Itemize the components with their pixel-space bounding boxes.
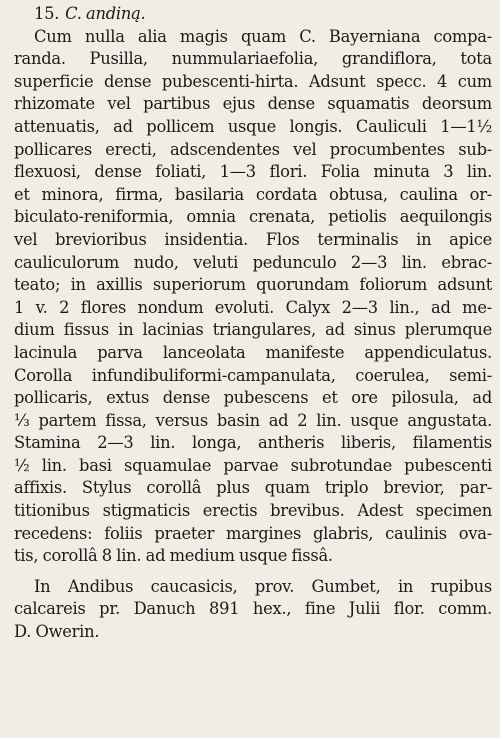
species-name: C. andiną.: [65, 4, 146, 23]
text-line: affixis. Stylus corollâ plus quam triplo brevior, par-: [14, 478, 492, 498]
text-line: Corolla infundibuliformi-campanulata, coerulea, semi-: [14, 365, 492, 385]
text-line: attenuatis, ad pollicem usque longis. Cauliculi 1—1½: [14, 116, 492, 136]
text-line: flexuosi, dense foliati, 1—3 flori. Folia minuta 3 lin.: [14, 162, 492, 182]
text-line: titionibus stigmaticis erectis brevibus. Adest specimen: [14, 501, 492, 521]
text-line: randa. Pusilla, nummulariaefolia, grandiflora, tota: [14, 49, 492, 69]
text-line: teato; in axillis superiorum quorundam foliorum adsunt: [14, 275, 492, 295]
text-line: Cum nulla alia magis quam C. Bayerniana compa-: [34, 26, 492, 46]
text-line: In Andibus caucasicis, prov. Gumbet, in rupibus: [34, 576, 492, 596]
text-line: 1 v. 2 flores nondum evoluti. Calyx 2—3 lin., ad me-: [14, 297, 492, 317]
text-line: dium fissus in lacinias triangulares, ad sinus plerumque: [14, 320, 492, 340]
description-paragraph: [14, 26, 492, 568]
text-line: lacinula parva lanceolata manifeste appendiculatus.: [14, 342, 492, 362]
text-line: superficie dense pubescenti-hirta. Adsunt specc. 4 cum: [14, 71, 492, 91]
text-line: pollicaris, extus dense pubescens et ore pilosula, ad: [14, 388, 492, 408]
text-line: et minora, firma, basilaria cordata obtusa, caulina or-: [14, 184, 492, 204]
paragraph-gap: [14, 568, 492, 576]
text-line: rhizomate vel partibus ejus dense squamatis deorsum: [14, 94, 492, 114]
species-heading: [14, 3, 492, 26]
text-line: Stamina 2—3 lin. longa, antheris liberis, filamentis: [14, 433, 492, 453]
locality-paragraph: [14, 576, 492, 644]
text-line: biculato-reniformia, omnia crenata, petiolis aequilongis: [14, 207, 492, 227]
text-line: D. Owerin.: [14, 622, 100, 642]
text-line: ½ lin. basi squamulae parvae subrotundae pubescenti: [14, 455, 492, 475]
species-number: 15.: [34, 4, 60, 23]
text-line: pollicares erecti, adscendentes vel procumbentes sub-: [14, 139, 492, 159]
text-line: cauliculorum nudo, veluti pedunculo 2—3 lin. ebrac-: [14, 252, 492, 272]
text-line: tis, corollâ 8 lin. ad medium usque fissâ.: [14, 546, 333, 566]
text-line: recedens: foliis praeter margines glabris, caulinis ova-: [14, 523, 492, 543]
text-line: calcareis pr. Danuch 891 hex., fine Julii flor. comm.: [14, 599, 492, 619]
text-line: ⅓ partem fissa, versus basin ad 2 lin. usque angustata.: [14, 410, 492, 430]
text-line: vel brevioribus insidentia. Flos terminalis in apice: [14, 229, 492, 249]
